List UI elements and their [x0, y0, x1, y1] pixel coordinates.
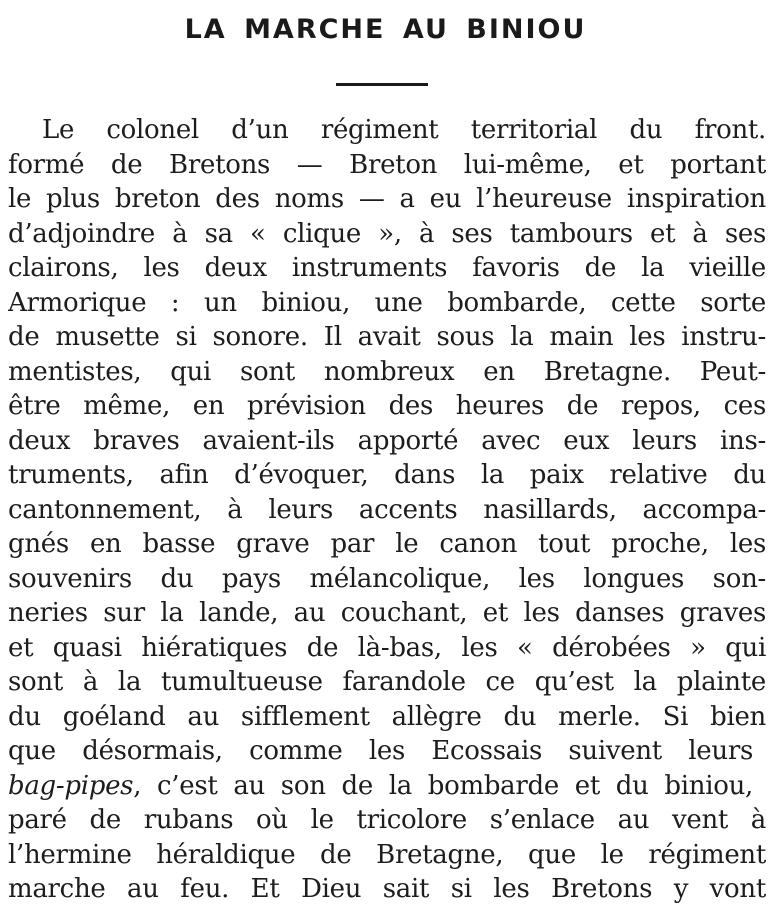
text-line: d’adjoindre à sa « clique », à ses tambours et à ses — [8, 218, 766, 249]
text-line: sont à la tumultueuse farandole ce qu’est la plainte — [8, 667, 766, 697]
text-line: clairons, les deux instruments favoris de la vieille — [8, 253, 766, 283]
text-line: mentistes, qui sont nombreux en Bretagne. Peut- — [8, 356, 766, 387]
text-line: de musette si sonore. Il avait sous la main les instru- — [8, 322, 766, 352]
text-line: marche au feu. Et Dieu sait si les Bretons y vont — [8, 874, 766, 904]
text-line: que désormais, comme les Ecossais suivent leurs — [8, 736, 753, 766]
text-line: neries sur la lande, au couchant, et les danses graves — [8, 598, 766, 628]
text-line: gnés en basse grave par le canon tout proche, les — [8, 529, 766, 559]
text-line: et quasi hiératiques de là-bas, les « dérobées » qui — [8, 632, 766, 663]
text-line: du goéland au sifflement allègre du merle. Si bien — [8, 701, 766, 732]
text-line: paré de rubans où le tricolore s’enlace au vent à — [8, 805, 766, 835]
text-line: Le colonel d’un régiment territorial du front. — [42, 115, 766, 145]
text-line: formé de Bretons — Breton lui-même, et portant — [8, 149, 766, 180]
article-title: LA MARCHE AU BINIOU — [184, 14, 587, 45]
italic-phrase: bag-pipes — [8, 770, 134, 801]
text-line: être même, en prévision des heures de repos, ces — [8, 391, 766, 421]
text-line: truments, afin d’évoquer, dans la paix relative du — [8, 460, 766, 490]
text-line: Armorique : un biniou, une bombarde, cette sorte — [8, 287, 766, 318]
article-body — [8, 113, 766, 907]
text-line-rest: , c’est au son de la bombarde et du biniou, — [133, 770, 753, 801]
title-divider — [336, 83, 428, 86]
text-line: le plus breton des noms — a eu l’heureuse inspiration — [8, 184, 766, 214]
text-line: souvenirs du pays mélancolique, les longues son- — [8, 563, 766, 594]
text-line: l’hermine héraldique de Bretagne, que le régiment — [8, 839, 766, 870]
text-line: cantonnement, à leurs accents nasillards, accompa- — [8, 494, 766, 525]
text-line-mixed — [8, 769, 753, 804]
text-line: deux braves avaient-ils apporté avec eux leurs ins- — [8, 425, 766, 456]
